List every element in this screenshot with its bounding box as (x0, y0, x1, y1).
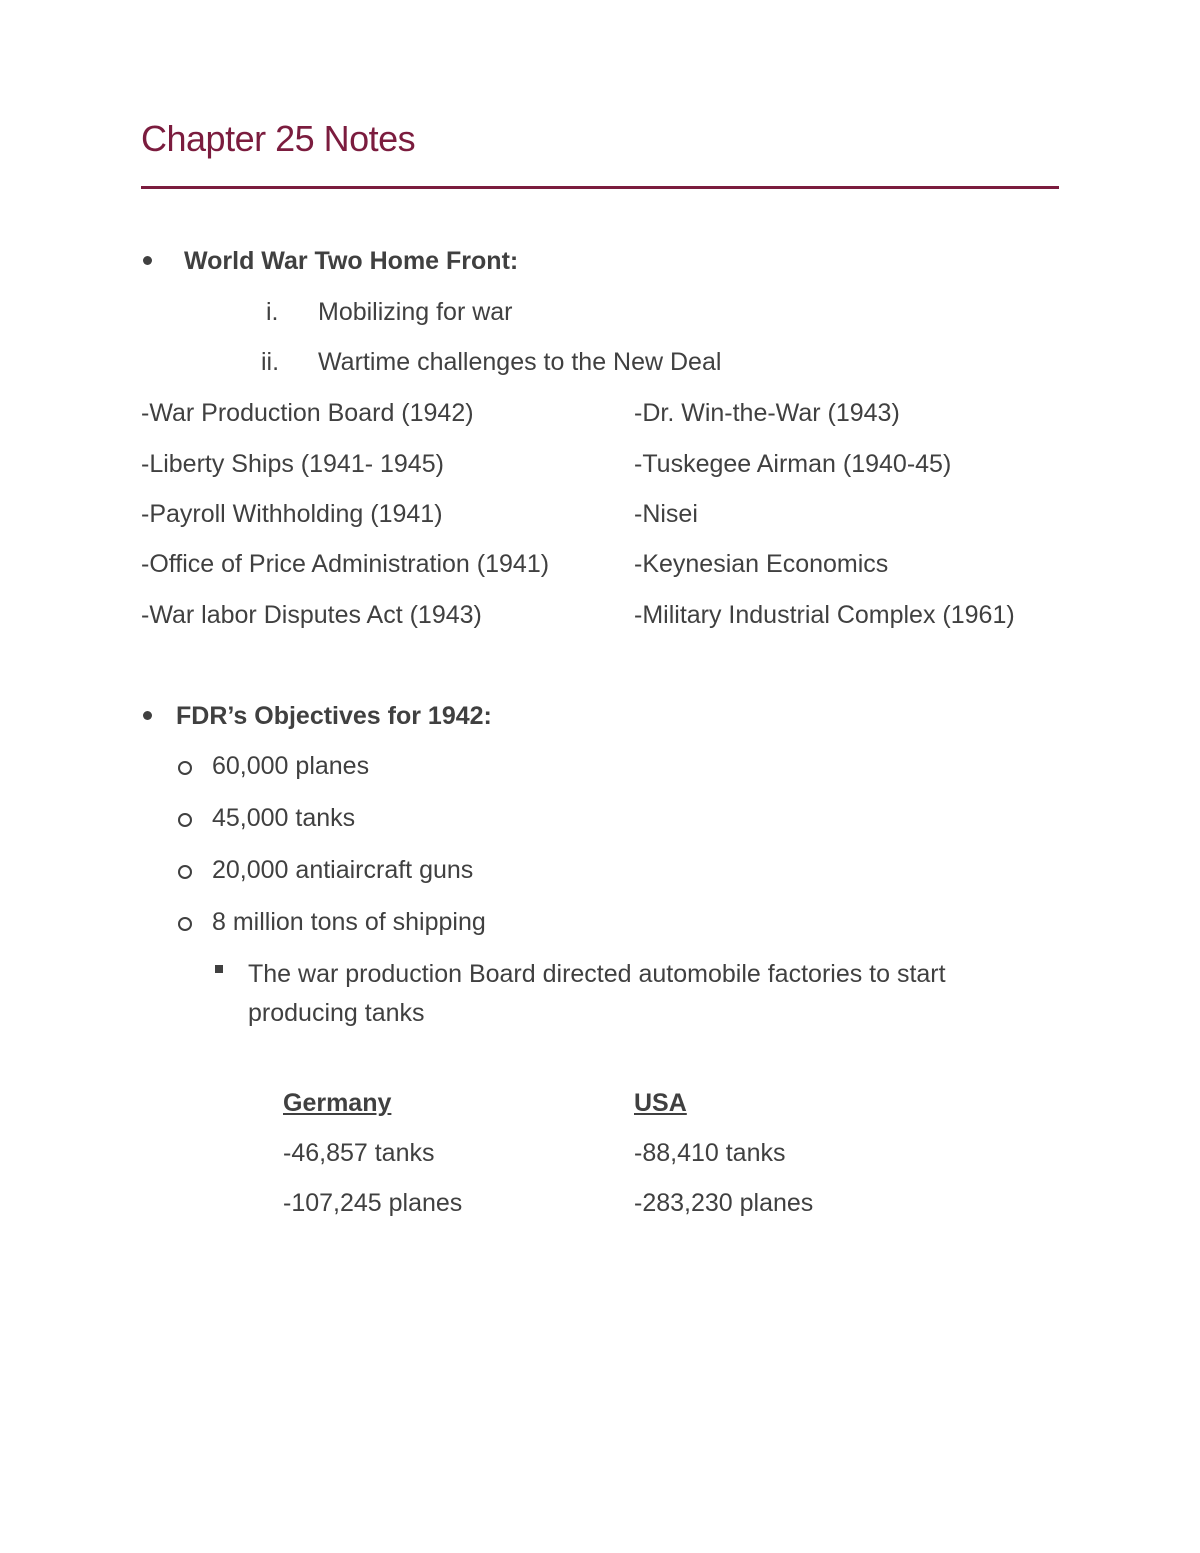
usa-header: USA (634, 1089, 687, 1117)
term-left: -Office of Price Administration (1941) (141, 550, 550, 578)
term-right: -Military Industrial Complex (1961) (634, 601, 1015, 629)
term-right: -Keynesian Economics (634, 550, 889, 578)
circle-bullet-icon (178, 761, 192, 775)
term-left: -Payroll Withholding (1941) (141, 500, 443, 528)
circle-bullet-icon (178, 917, 192, 931)
usa-tanks: -88,410 tanks (634, 1139, 786, 1167)
section1-heading: World War Two Home Front: (184, 247, 519, 275)
sub-item-line-2: producing tanks (248, 999, 425, 1027)
bullet-dot-icon (143, 711, 152, 720)
page-title: Chapter 25 Notes (141, 118, 416, 159)
term-left: -Liberty Ships (1941- 1945) (141, 450, 444, 478)
germany-planes: -107,245 planes (283, 1189, 463, 1217)
sub-item-line-1: The war production Board directed automobile factories to start (248, 960, 946, 988)
circle-bullet-icon (178, 813, 192, 827)
bullet-dot-icon (143, 256, 152, 265)
term-right: -Dr. Win-the-War (1943) (634, 399, 900, 427)
objective-item: 45,000 tanks (212, 804, 356, 832)
circle-bullet-icon (178, 865, 192, 879)
germany-header: Germany (283, 1089, 392, 1117)
usa-planes: -283,230 planes (634, 1189, 814, 1217)
term-left: -War labor Disputes Act (1943) (141, 601, 482, 629)
roman-marker: ii. (261, 348, 280, 376)
germany-tanks: -46,857 tanks (283, 1139, 435, 1167)
objective-item: 8 million tons of shipping (212, 908, 486, 936)
term-left: -War Production Board (1942) (141, 399, 474, 427)
roman-item-2: Wartime challenges to the New Deal (318, 348, 722, 376)
section2-heading: FDR’s Objectives for 1942: (176, 702, 492, 730)
title-underline-divider (141, 186, 1059, 189)
roman-item-1: Mobilizing for war (318, 298, 513, 326)
square-bullet-icon (215, 965, 223, 973)
objective-item: 20,000 antiaircraft guns (212, 856, 474, 884)
roman-marker: i. (266, 298, 279, 326)
term-right: -Nisei (634, 500, 698, 528)
term-right: -Tuskegee Airman (1940-45) (634, 450, 952, 478)
objective-item: 60,000 planes (212, 752, 370, 780)
